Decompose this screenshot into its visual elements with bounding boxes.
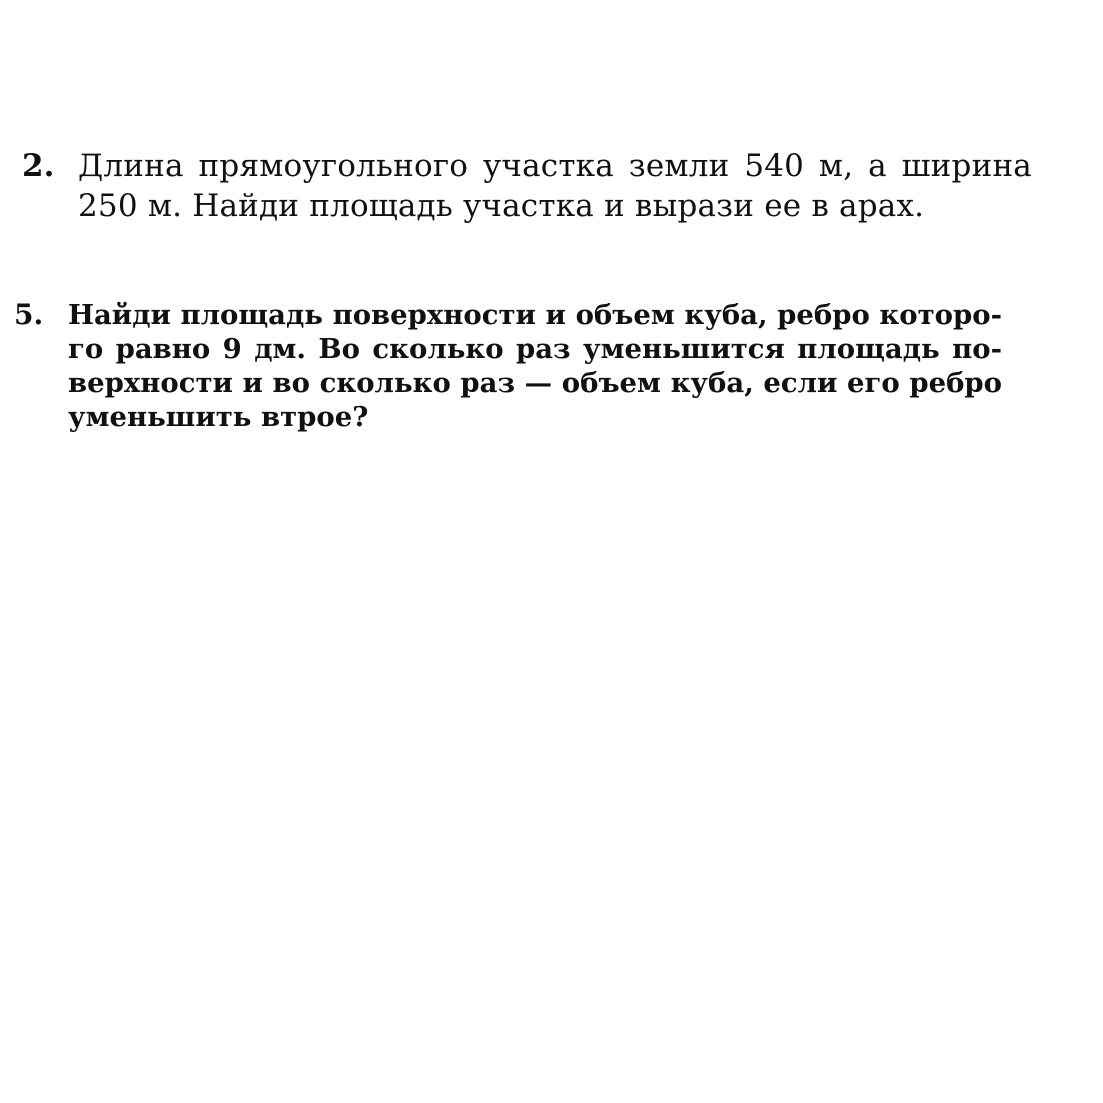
problem-line: 250 м. Найди площадь участка и вырази ее в арах. bbox=[78, 188, 925, 224]
problem-line: Длина прямоугольного участка земли 540 м, а ширина bbox=[78, 148, 1032, 184]
problem-line: го равно 9 дм. Во сколько раз уменьшится площадь по- bbox=[68, 333, 1002, 365]
problem-number: 5. bbox=[14, 298, 44, 331]
problem-text bbox=[78, 146, 1032, 226]
problem-number: 2. bbox=[22, 148, 55, 184]
problem-line: уменьшить втрое? bbox=[68, 401, 369, 433]
problem-line: Найди площадь поверхности и объем куба, ребро которо- bbox=[68, 299, 1002, 331]
problem-text bbox=[68, 298, 1002, 434]
problem-line: верхности и во сколько раз — объем куба, если его ребро bbox=[68, 367, 1002, 399]
